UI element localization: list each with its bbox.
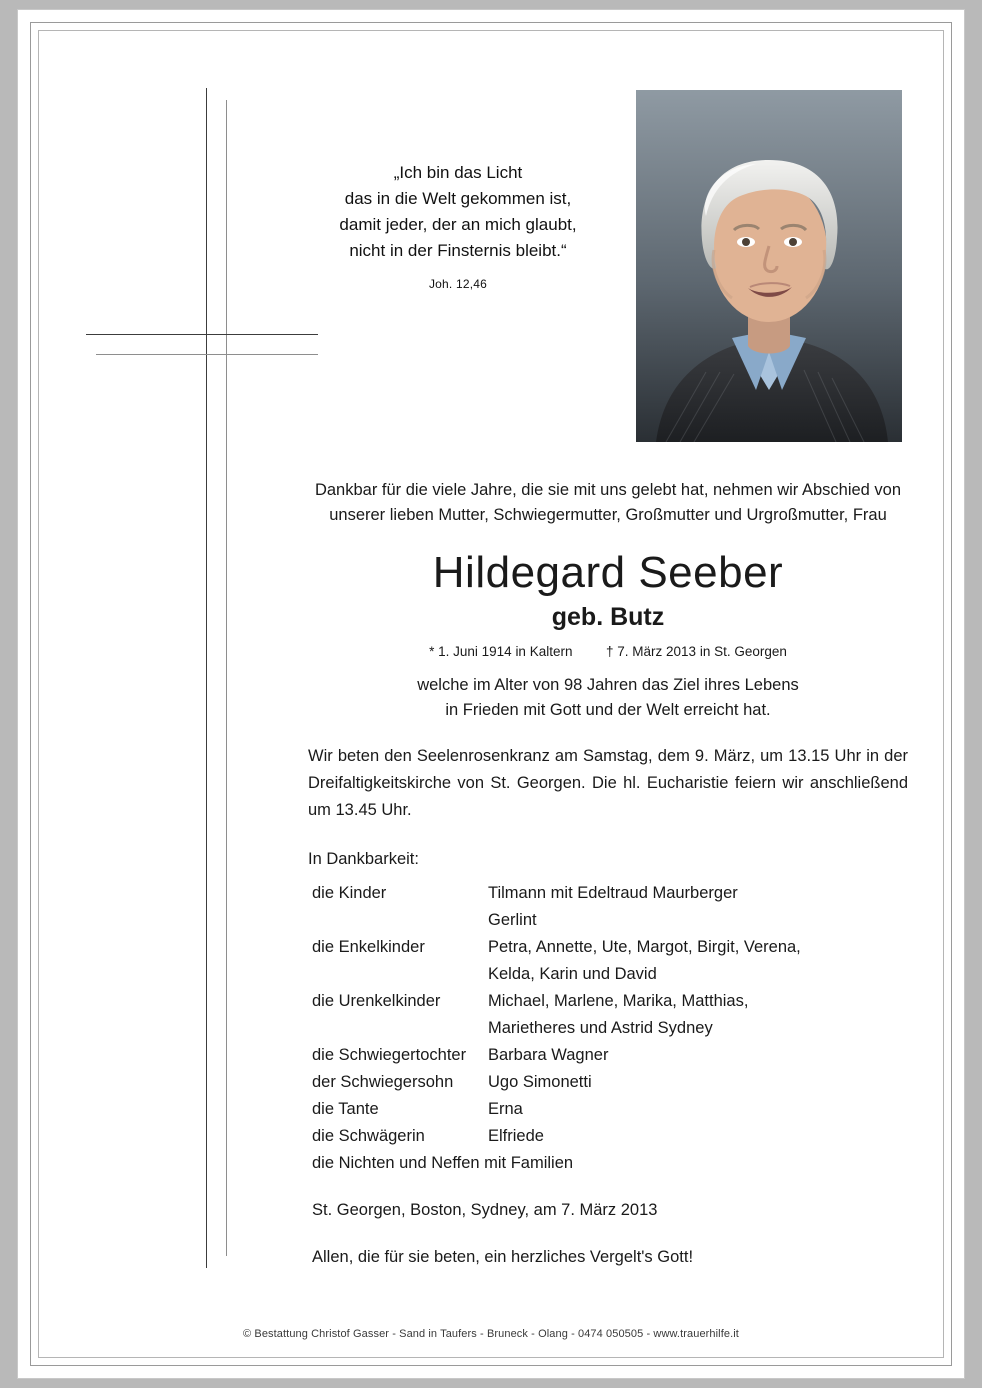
table-row — [308, 1123, 908, 1150]
relation-names — [488, 880, 908, 934]
relation-names-line-2: Kelda, Karin und David — [488, 965, 657, 983]
bible-verse — [298, 160, 618, 297]
table-row — [308, 1150, 908, 1177]
relation-names-line-2: Gerlint — [488, 911, 537, 929]
age-text — [308, 673, 908, 723]
table-row — [308, 880, 908, 934]
cross-horizontal-line-primary — [86, 334, 318, 335]
service-details: Wir beten den Seelenrosenkranz am Samstag, dem 9. März, um 13.15 Uhr in der Dreifaltigkeitskirche von St. Georgen. Die hl. Eucharistie feiern wir anschließend um 13.45 Uhr. — [308, 747, 908, 819]
relation-names-line-1: Michael, Marlene, Marika, Matthias, — [488, 992, 749, 1010]
memorial-card — [18, 10, 964, 1378]
deceased-name: Hildegard Seeber — [432, 548, 784, 597]
relatives-extra: die Nichten und Neffen mit Familien — [312, 1154, 574, 1172]
death-date: † 7. März 2013 in St. Georgen — [606, 644, 787, 659]
relation-names-line-1: Tilmann mit Edeltraud Maurberger — [488, 884, 738, 902]
relation-label: die Tante — [312, 1100, 379, 1118]
gratitude-label: In Dankbarkeit: — [308, 850, 419, 868]
birth-date: * 1. Juni 1914 in Kaltern — [429, 644, 573, 659]
places-and-date: St. Georgen, Boston, Sydney, am 7. März 2013 — [312, 1201, 658, 1219]
footer-imprint: © Bestattung Christof Gasser - Sand in Taufers - Bruneck - Olang - 0474 050505 - www.trauerhilfe.it — [243, 1328, 739, 1340]
verse-line-4: nicht in der Finsternis bleibt.“ — [349, 241, 567, 260]
relation-names: Erna — [488, 1100, 523, 1118]
relation-label: die Schwiegertochter — [312, 1046, 467, 1064]
intro-line-1: Dankbar für die viele Jahre, die sie mit uns gelebt hat, nehmen wir Abschied von — [314, 481, 902, 499]
portrait-photo — [636, 90, 902, 442]
relation-label: die Kinder — [312, 884, 387, 902]
cross-graphic — [58, 88, 318, 1268]
cross-vertical-line-primary — [206, 88, 207, 1268]
relation-names — [488, 934, 908, 988]
intro-line-2: unserer lieben Mutter, Schwiegermutter, Großmutter und Urgroßmutter, Frau — [329, 506, 887, 524]
table-row — [308, 988, 908, 1042]
relation-label: die Enkelkinder — [312, 938, 425, 956]
relatives-table — [308, 880, 908, 1177]
relation-names: Ugo Simonetti — [488, 1073, 592, 1091]
relation-label: die Urenkelkinder — [312, 992, 441, 1010]
life-dates — [308, 642, 908, 662]
age-line-1: welche im Alter von 98 Jahren das Ziel ihres Lebens — [417, 676, 799, 694]
intro-text — [308, 478, 908, 528]
relation-names: Barbara Wagner — [488, 1046, 609, 1064]
closing-text: Allen, die für sie beten, ein herzliches Vergelt's Gott! — [312, 1248, 694, 1266]
verse-line-2: das in die Welt gekommen ist, — [344, 189, 572, 208]
verse-line-1: „Ich bin das Licht — [393, 163, 523, 182]
relation-label: die Schwägerin — [312, 1127, 425, 1145]
table-row — [308, 1096, 908, 1123]
table-row — [308, 1042, 908, 1069]
table-row — [308, 934, 908, 988]
relation-names: Elfriede — [488, 1127, 544, 1145]
deceased-maiden-name: geb. Butz — [551, 603, 665, 631]
table-row — [308, 1069, 908, 1096]
relation-names-line-1: Petra, Annette, Ute, Margot, Birgit, Verena, — [488, 938, 801, 956]
relation-names — [488, 988, 908, 1042]
verse-reference: Joh. 12,46 — [428, 277, 488, 291]
cross-horizontal-line-secondary — [96, 354, 318, 355]
cross-vertical-line-secondary — [226, 100, 227, 1256]
obituary-content — [308, 478, 908, 1271]
age-line-2: in Frieden mit Gott und der Welt erreicht hat. — [445, 701, 771, 719]
relation-names-line-2: Marietheres und Astrid Sydney — [488, 1019, 713, 1037]
verse-line-3: damit jeder, der an mich glaubt, — [339, 215, 577, 234]
relation-label: der Schwiegersohn — [312, 1073, 454, 1091]
